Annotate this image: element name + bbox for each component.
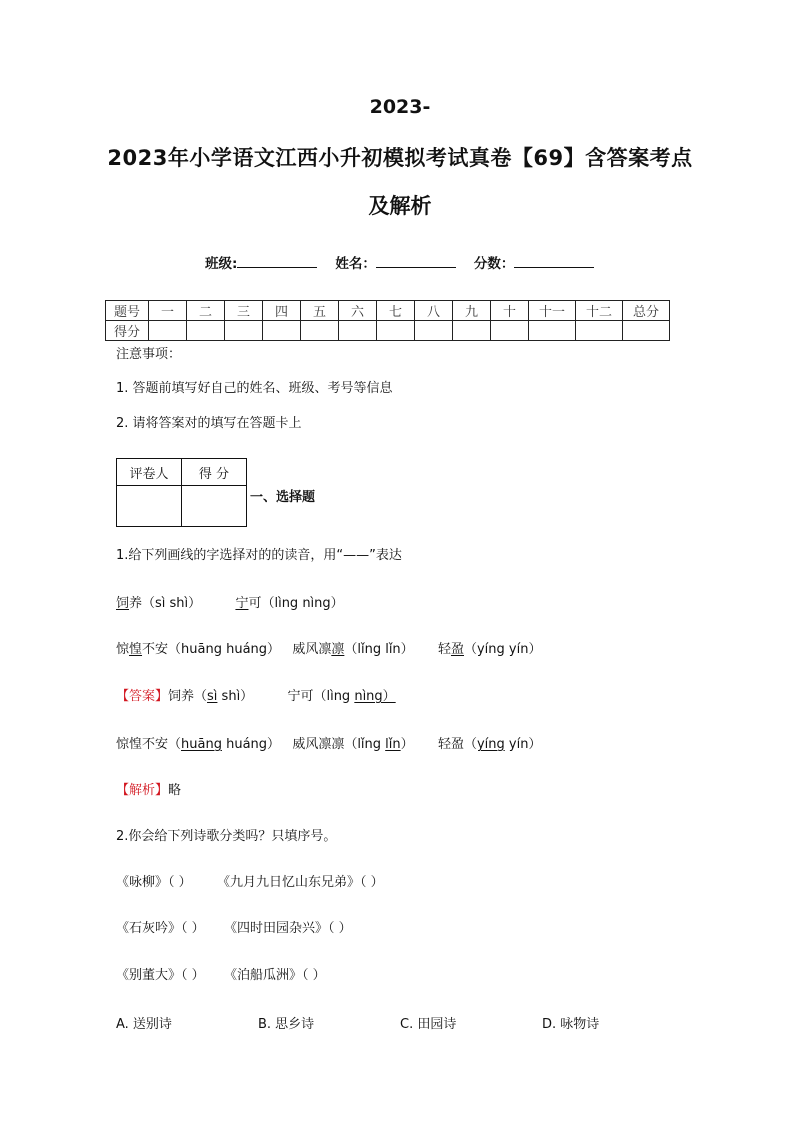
name-label: 姓名： <box>335 256 376 272</box>
score-cell[interactable] <box>623 321 670 341</box>
answer-text: 轻盈（ <box>437 737 477 752</box>
analysis-text: 略 <box>168 783 182 798</box>
score-cell[interactable] <box>529 321 576 341</box>
notes-item-2: 2. 请将答案对的填写在答题卡上 <box>116 416 302 431</box>
score-header: 得 分 <box>182 459 247 486</box>
score-cell[interactable] <box>301 321 339 341</box>
answer-text: 惊惶不安（ <box>116 737 182 752</box>
option-a: A. 送别诗 <box>116 1017 172 1032</box>
option-d: D. 咏物诗 <box>542 1017 600 1032</box>
header-cell: 一 <box>149 301 187 321</box>
grader-header: 评卷人 <box>117 459 182 486</box>
q1-item-text: （yíng yín） <box>463 642 542 657</box>
answer-text: 饲养（ <box>168 689 208 704</box>
q2-row-2b: 《四时田园杂兴》（ ） <box>224 921 352 936</box>
title-line-1: 2023- <box>369 96 431 118</box>
score-table <box>105 300 670 341</box>
score-cell[interactable] <box>182 486 247 527</box>
notes-heading: 注意事项： <box>116 347 182 362</box>
underlined-char: 宁 <box>235 596 249 611</box>
header-cell: 三 <box>225 301 263 321</box>
score-cell[interactable] <box>339 321 377 341</box>
score-table-header-row <box>106 301 670 321</box>
title-line-3: 及解析 <box>368 194 432 218</box>
name-blank[interactable] <box>376 252 456 268</box>
question-1-stem: 1.给下列画线的字选择对的的读音，用“——”表达 <box>116 548 402 563</box>
score-cell[interactable] <box>187 321 225 341</box>
title-line-2: 2023年小学语文江西小升初模拟考试真卷【69】含答案考点 <box>107 146 693 170</box>
question-2-stem: 2.你会给下列诗歌分类吗？只填序号。 <box>116 829 337 844</box>
score-table-score-row <box>106 321 670 341</box>
answer-text: yín） <box>504 737 542 752</box>
header-cell: 五 <box>301 301 339 321</box>
q1-answer-line-1 <box>116 685 396 704</box>
notes-item-1: 1. 答题前填写好自己的姓名、班级、考号等信息 <box>116 381 393 396</box>
header-cell: 八 <box>415 301 453 321</box>
q1-line-2 <box>116 638 541 657</box>
score-cell[interactable] <box>453 321 491 341</box>
score-cell[interactable] <box>576 321 623 341</box>
score-cell[interactable] <box>149 321 187 341</box>
q2-row-3a: 《别董大》（ ） <box>116 968 205 983</box>
q1-item-text: （lǐng lǐn） <box>344 642 414 657</box>
score-cell[interactable] <box>263 321 301 341</box>
score-cell[interactable] <box>415 321 453 341</box>
score-row-label: 得分 <box>106 321 149 341</box>
underlined-char: 饲 <box>116 596 130 611</box>
header-cell: 四 <box>263 301 301 321</box>
score-cell[interactable] <box>377 321 415 341</box>
q1-item-text: 惊 <box>116 642 130 657</box>
score-cell[interactable] <box>491 321 529 341</box>
answer-underlined: yíng <box>476 737 505 752</box>
header-cell: 二 <box>187 301 225 321</box>
answer-underlined: sì <box>207 689 218 704</box>
option-c: C. 田园诗 <box>400 1017 457 1032</box>
q2-row-2a: 《石灰吟》（ ） <box>116 921 205 936</box>
answer-underlined: huāng <box>181 737 222 752</box>
q1-answer-line-2 <box>116 733 541 752</box>
answer-text: 威风凛凛（lǐng <box>292 737 386 752</box>
option-b: B. 思乡诗 <box>258 1017 315 1032</box>
answer-underlined: nìng） <box>354 689 396 704</box>
header-cell: 十二 <box>576 301 623 321</box>
grader-cell[interactable] <box>117 486 182 527</box>
section-title: 一、选择题 <box>250 490 316 505</box>
q1-item-text: 不安（huāng huáng） <box>142 642 281 657</box>
q1-item-text: 可（lìng nìng） <box>248 596 344 611</box>
underlined-char: 凛 <box>331 642 345 657</box>
score-label: 分数： <box>473 256 515 272</box>
answer-text: huáng） <box>221 737 281 752</box>
q2-row-1b: 《九月九日忆山东兄弟》（ ） <box>217 875 384 890</box>
q2-row-3b: 《泊船瓜洲》（ ） <box>224 968 326 983</box>
answer-text: 宁可（lìng <box>287 689 355 704</box>
score-cell[interactable] <box>225 321 263 341</box>
class-blank[interactable] <box>237 252 317 268</box>
answer-text: shì） <box>217 689 254 704</box>
analysis-tag: 【解析】 <box>116 783 169 798</box>
header-cell: 六 <box>339 301 377 321</box>
underlined-char: 盈 <box>450 642 464 657</box>
answer-underlined: lǐn <box>385 737 401 752</box>
q1-item-text: 威风凛 <box>292 642 332 657</box>
q2-row-1a: 《咏柳》（ ） <box>116 875 192 890</box>
q1-item-text: 养（sì shì） <box>129 596 202 611</box>
header-cell: 十一 <box>529 301 576 321</box>
header-cell: 十 <box>491 301 529 321</box>
underlined-char: 惶 <box>129 642 143 657</box>
student-info-line <box>205 252 612 272</box>
q1-line-1 <box>116 592 344 611</box>
score-blank[interactable] <box>514 252 594 268</box>
class-label: 班级: <box>205 256 238 272</box>
header-cell: 总分 <box>623 301 670 321</box>
header-cell: 题号 <box>106 301 149 321</box>
grader-table <box>116 458 247 527</box>
answer-tag: 【答案】 <box>116 689 169 704</box>
q1-analysis <box>116 779 181 798</box>
header-cell: 九 <box>453 301 491 321</box>
header-cell: 七 <box>377 301 415 321</box>
answer-text: ） <box>400 737 414 752</box>
q1-item-text: 轻 <box>437 642 451 657</box>
